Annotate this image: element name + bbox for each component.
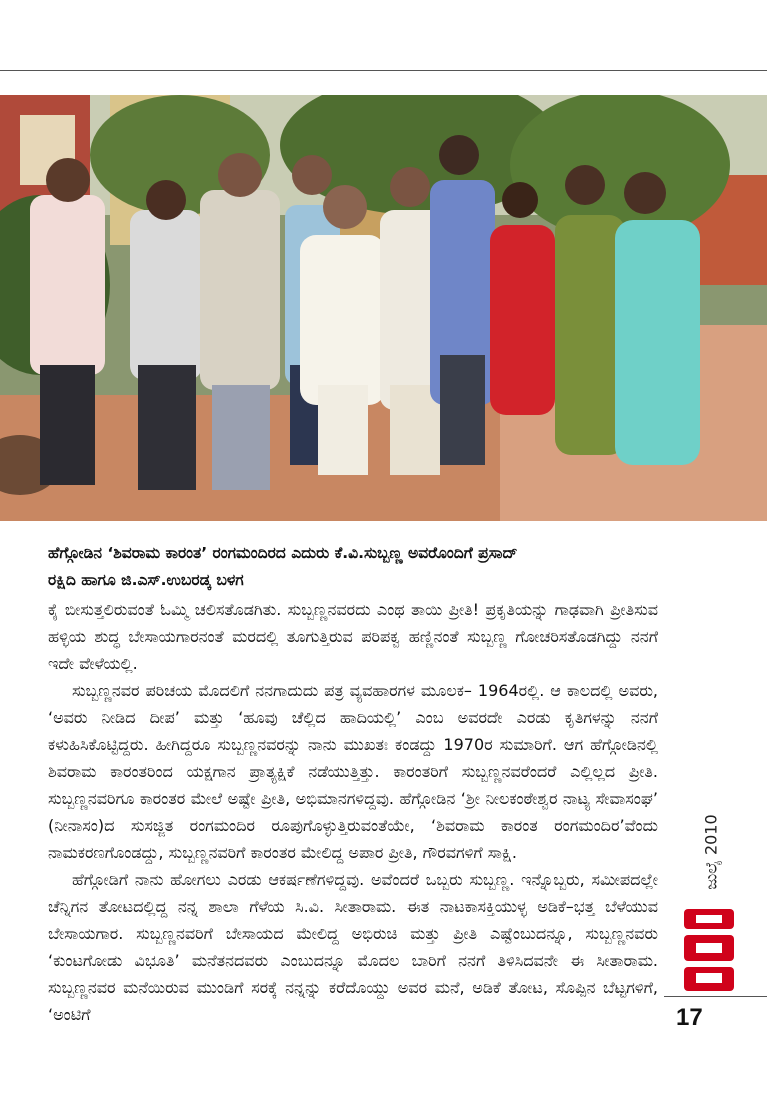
photo-caption	[48, 540, 668, 594]
issue-date-text: ಜುಲೈ 2010	[701, 814, 721, 890]
article-paragraph: ಸುಬ್ಬಣ್ಣನವರ ಪರಿಚಯ ಮೊದಲಿಗೆ ನನಗಾದುದು ಪತ್ರ ವ್ಯವಹಾರಗಳ ಮೂಲಕ– 1964ರಲ್ಲಿ. ಆ ಕಾಲದಲ್ಲಿ ಅವರು, ‘ಅವರು ನೀಡಿದ ದೀಪ’ ಮತ್ತು ‘ಹೂವು ಚೆಲ್ಲಿದ ಹಾದಿಯಲ್ಲಿ’ ಎಂಬ ಅವರದೇ ಎರಡು ಕೃತಿಗಳನ್ನು ನನಗೆ ಕಳುಹಿಸಿಕೊಟ್ಟಿದ್ದರು. ಹೀಗಿದ್ದರೂ ಸುಬ್ಬಣ್ಣನವರನ್ನು ನಾನು ಮುಖತಃ ಕಂಡದ್ದು 1970ರ ಸುಮಾರಿಗೆ. ಆಗ ಹೆಗ್ಗೋಡಿನಲ್ಲಿ ಶಿವರಾಮ ಕಾರಂತರಿಂದ ಯಕ್ಷಗಾನ ಪ್ರಾತ್ಯಕ್ಷಿಕೆ ನಡೆಯುತ್ತಿತ್ತು. ಕಾರಂತರಿಗೆ ಸುಬ್ಬಣ್ಣನವರೆಂದರೆ ಎಲ್ಲಿಲ್ಲದ ಪ್ರೀತಿ. ಸುಬ್ಬಣ್ಣನವರಿಗೂ ಕಾರಂತರ ಮೇಲೆ ಅಷ್ಟೇ ಪ್ರೀತಿ, ಅಭಿಮಾನಗಳಿದ್ದವು. ಹೆಗ್ಗೋಡಿನ ‘ಶ್ರೀ ನೀಲಕಂಠೇಶ್ವರ ನಾಟ್ಯ ಸೇವಾಸಂಘ’ (ನೀನಾಸಂ)ದ ಸುಸಜ್ಜಿತ ರಂಗಮಂದಿರ ರೂಪುಗೊಳ್ಳುತ್ತಿರುವಂತೆಯೇ, ‘ಶಿವರಾಮ ಕಾರಂತ ರಂಗಮಂದಿರ’ವೆಂದು ನಾಮಕರಣಗೊಂಡದ್ದು, ಸುಬ್ಬಣ್ಣನವರಿಗೆ ಕಾರಂತರ ಮೇಲಿದ್ದ ಅಪಾರ ಪ್ರೀತಿ, ಗೌರವಗಳಿಗೆ ಸಾಕ್ಷಿ.	[48, 681, 658, 862]
caption-line-2: ರಕ್ಷಿದಿ ಹಾಗೂ ಜಿ.ಎಸ್.ಉಬರಡ್ಕ ಬಳಗ	[48, 571, 244, 589]
article-body	[48, 596, 658, 1028]
caption-line-1: ಹೆಗ್ಗೋಡಿನ ‘ಶಿವರಾಮ ಕಾರಂತ’ ರಂಗಮಂದಿರದ ಎದುರು ಕೆ.ವಿ.ಸುಬ್ಬಣ್ಣ ಅವರೊಂದಿಗೆ ಪ್ರಸಾದ್	[48, 544, 518, 562]
magazine-logo	[676, 905, 742, 995]
magazine-logo-icon	[676, 905, 742, 995]
page-number: 17	[676, 1004, 703, 1031]
group-photo-icon	[0, 95, 767, 521]
group-photo	[0, 95, 767, 521]
article-paragraph: ಹೆಗ್ಗೋಡಿಗೆ ನಾನು ಹೋಗಲು ಎರಡು ಆಕರ್ಷಣೆಗಳಿದ್ದವು. ಅವೆಂದರೆ ಒಬ್ಬರು ಸುಬ್ಬಣ್ಣ. ಇನ್ನೊಬ್ಬರು, ಸಮೀಪದಲ್ಲೇ ಚೆನ್ನಿಗನ ತೋಟದಲ್ಲಿದ್ದ ನನ್ನ ಶಾಲಾ ಗೆಳೆಯ ಸಿ.ವಿ. ಸೀತಾರಾಮ. ಈತ ನಾಟಕಾಸಕ್ತಿಯುಳ್ಳ ಅಡಿಕೆ–ಭತ್ತ ಬೆಳೆಯುವ ಬೇಸಾಯಗಾರ. ಸುಬ್ಬಣ್ಣನವರಿಗೆ ಬೇಸಾಯದ ಮೇಲಿದ್ದ ಅಭಿರುಚಿ ಮತ್ತು ಪ್ರೀತಿ ಎಷ್ಟೆಂಬುದನ್ನೂ, ಸುಬ್ಬಣ್ಣನವರು ‘ಕುಂಟಗೋಡು ವಿಭೂತಿ’ ಮನೆತನದವರು ಎಂಬುದನ್ನೂ ಮೊದಲ ಬಾರಿಗೆ ನನಗೆ ತಿಳಿಸಿದವನೇ ಈ ಸೀತಾರಾಮ. ಸುಬ್ಬಣ್ಣನವರ ಮನೆಯಿರುವ ಮುಂಡಿಗೆ ಸರಕ್ಕೆ ನನ್ನನ್ನು ಕರೆದೊಯ್ದು ಅವರ ಮನೆ, ಅಡಿಕೆ ತೋಟ, ಸೊಪ್ಪಿನ ಬೆಟ್ಟಗಳಿಗೆ, ‘ಅಂಟಿಗೆ	[48, 870, 658, 1024]
page-number-rule	[664, 996, 767, 997]
issue-date	[684, 812, 744, 892]
top-rule	[0, 70, 767, 71]
article-paragraph: ಕೈ ಬೀಸುತ್ತಲಿರುವಂತೆ ಓಮ್ಮಿ ಚಲಿಸತೊಡಗಿತು. ಸುಬ್ಬಣ್ಣನವರದು ಎಂಥ ತಾಯಿ ಪ್ರೀತಿ! ಪ್ರಕೃತಿಯನ್ನು ಗಾಢವಾಗಿ ಪ್ರೀತಿಸುವ ಹಳ್ಳಿಯ ಶುದ್ಧ ಬೇಸಾಯಗಾರನಂತೆ ಮರದಲ್ಲಿ ತೂಗುತ್ತಿರುವ ಪರಿಪಕ್ವ ಹಣ್ಣಿನಂತೆ ಸುಬ್ಬಣ್ಣ ಗೋಚರಿಸತೊಡಗಿದ್ದು ನನಗೆ ಇದೇ ವೇಳೆಯಲ್ಲಿ.	[48, 600, 658, 673]
